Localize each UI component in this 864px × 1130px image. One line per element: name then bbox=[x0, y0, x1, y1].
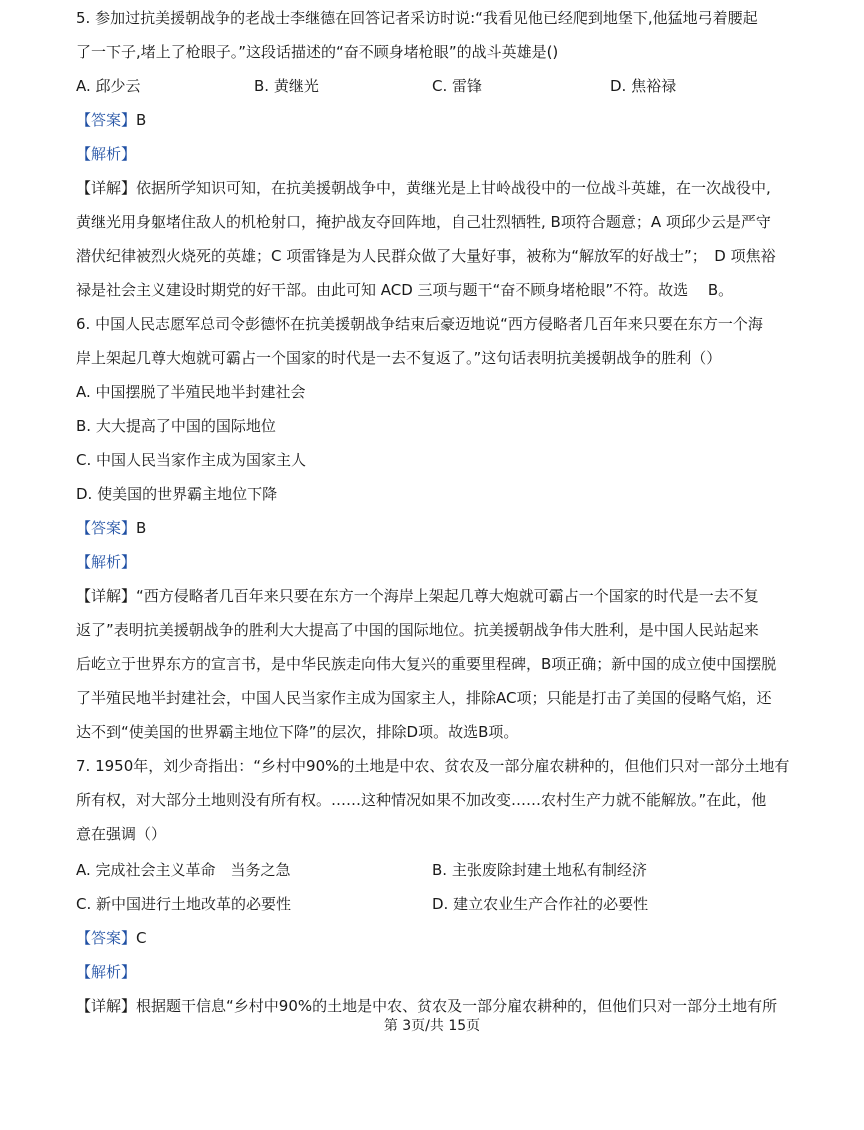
q6-stem-line-2: 岸上架起几尊大炮就可霸占一个国家的时代是一去不复返了。”这句话表明抗美援朝战争的胜利（） bbox=[76, 349, 722, 367]
q6-answer bbox=[76, 518, 792, 538]
q7-option-d: D. 建立农业生产合作社的必要性 bbox=[432, 895, 649, 913]
q6-option-c: C. 中国人民当家作主成为国家主人 bbox=[76, 451, 307, 469]
q6-detail-line-1 bbox=[76, 586, 792, 606]
q7-option-b: B. 主张废除封建土地私有制经济 bbox=[432, 861, 647, 879]
q5-stem-line-1: 5. 参加过抗美援朝战争的老战士李继德在回答记者采访时说:“我看见他已经爬到地堡下,他猛地弓着腰起 bbox=[76, 9, 758, 27]
q5-stem-line-2: 了一下子,堵上了枪眼子。”这段话描述的“奋不顾身堵枪眼”的战斗英雄是() bbox=[76, 43, 559, 61]
q6-option-b: B. 大大提高了中国的国际地位 bbox=[76, 417, 276, 435]
answer-value: B bbox=[136, 519, 147, 537]
q6-detail-line-3: 后屹立于世界东方的宣言书，是中华民族走向伟大复兴的重要里程碑，B项正确；新中国的成立使中国摆脱 bbox=[76, 655, 777, 673]
analysis-tag: 【解析】 bbox=[76, 553, 137, 571]
q7-option-a: A. 完成社会主义革命 当务之急 bbox=[76, 861, 291, 879]
detail-text: 根据题干信息“乡村中90%的土地是中农、贫农及一部分雇农耕种的，但他们只对一部分土地有所 bbox=[136, 997, 778, 1015]
q5-detail-line-2: 黄继光用身躯堵住敌人的机枪射口，掩护战友夺回阵地，自己壮烈牺牲, B项符合题意；A 项邱少云是严守 bbox=[76, 213, 771, 231]
q6-option-d: D. 使美国的世界霸主地位下降 bbox=[76, 485, 278, 503]
q6-option-a: A. 中国摆脱了半殖民地半封建社会 bbox=[76, 383, 306, 401]
q7-detail-line-1 bbox=[76, 996, 792, 1016]
q7-answer bbox=[76, 928, 792, 948]
answer-tag: 【答案】 bbox=[76, 519, 137, 537]
answer-value: C bbox=[136, 929, 147, 947]
q5-option-a: A. 邱少云 bbox=[76, 77, 141, 95]
q5-detail-line-1 bbox=[76, 178, 792, 198]
answer-tag: 【答案】 bbox=[76, 929, 137, 947]
q6-detail-line-4: 了半殖民地半封建社会，中国人民当家作主成为国家主人，排除AC项；只能是打击了美国的侵略气焰，还 bbox=[76, 689, 772, 707]
analysis-tag: 【解析】 bbox=[76, 145, 137, 163]
detail-tag: 【详解】 bbox=[76, 997, 137, 1015]
q7-analysis bbox=[76, 962, 792, 982]
q6-detail-line-2: 返了”表明抗美援朝战争的胜利大大提高了中国的国际地位。抗美援朝战争伟大胜利，是中国人民站起来 bbox=[76, 621, 759, 639]
q5-option-b: B. 黄继光 bbox=[254, 77, 319, 95]
q5-answer bbox=[76, 110, 792, 130]
page-footer: 第 3页/共 15页 bbox=[383, 1018, 481, 1034]
q7-stem-line-2: 所有权，对大部分土地则没有所有权。……这种情况如果不加改变……农村生产力就不能解放。”在此，他 bbox=[76, 791, 767, 809]
q5-option-d: D. 焦裕禄 bbox=[610, 77, 677, 95]
q5-option-c: C. 雷锋 bbox=[432, 77, 483, 95]
q7-stem-line-3: 意在强调（） bbox=[76, 825, 167, 843]
detail-text: “西方侵略者几百年来只要在东方一个海岸上架起几尊大炮就可霸占一个国家的时代是一去不复 bbox=[136, 587, 759, 605]
detail-tag: 【详解】 bbox=[76, 179, 137, 197]
q6-stem-line-1: 6. 中国人民志愿军总司令彭德怀在抗美援朝战争结束后豪迈地说“西方侵略者几百年来只要在东方一个海 bbox=[76, 315, 763, 333]
q7-stem-line-1: 7. 1950年，刘少奇指出：“乡村中90%的土地是中农、贫农及一部分雇农耕种的，但他们只对一部分土地有 bbox=[76, 757, 790, 775]
detail-tag: 【详解】 bbox=[76, 587, 137, 605]
answer-value: B bbox=[136, 111, 147, 129]
answer-tag: 【答案】 bbox=[76, 111, 137, 129]
analysis-tag: 【解析】 bbox=[76, 963, 137, 981]
q5-detail-line-3: 潜伏纪律被烈火烧死的英雄；C 项雷锋是为人民群众做了大量好事，被称为“解放军的好战士”； D 项焦裕 bbox=[76, 247, 776, 265]
q7-option-c: C. 新中国进行土地改革的必要性 bbox=[76, 895, 292, 913]
q5-detail-line-4: 禄是社会主义建设时期党的好干部。由此可知 ACD 三项与题干“奋不顾身堵枪眼”不符。故选 B。 bbox=[76, 281, 734, 299]
q6-analysis bbox=[76, 552, 792, 572]
detail-text: 依据所学知识可知，在抗美援朝战争中，黄继光是上甘岭战役中的一位战斗英雄，在一次战役中, bbox=[136, 179, 771, 197]
q6-detail-line-5: 达不到“使美国的世界霸主地位下降”的层次，排除D项。故选B项。 bbox=[76, 723, 519, 741]
q5-analysis bbox=[76, 144, 792, 164]
